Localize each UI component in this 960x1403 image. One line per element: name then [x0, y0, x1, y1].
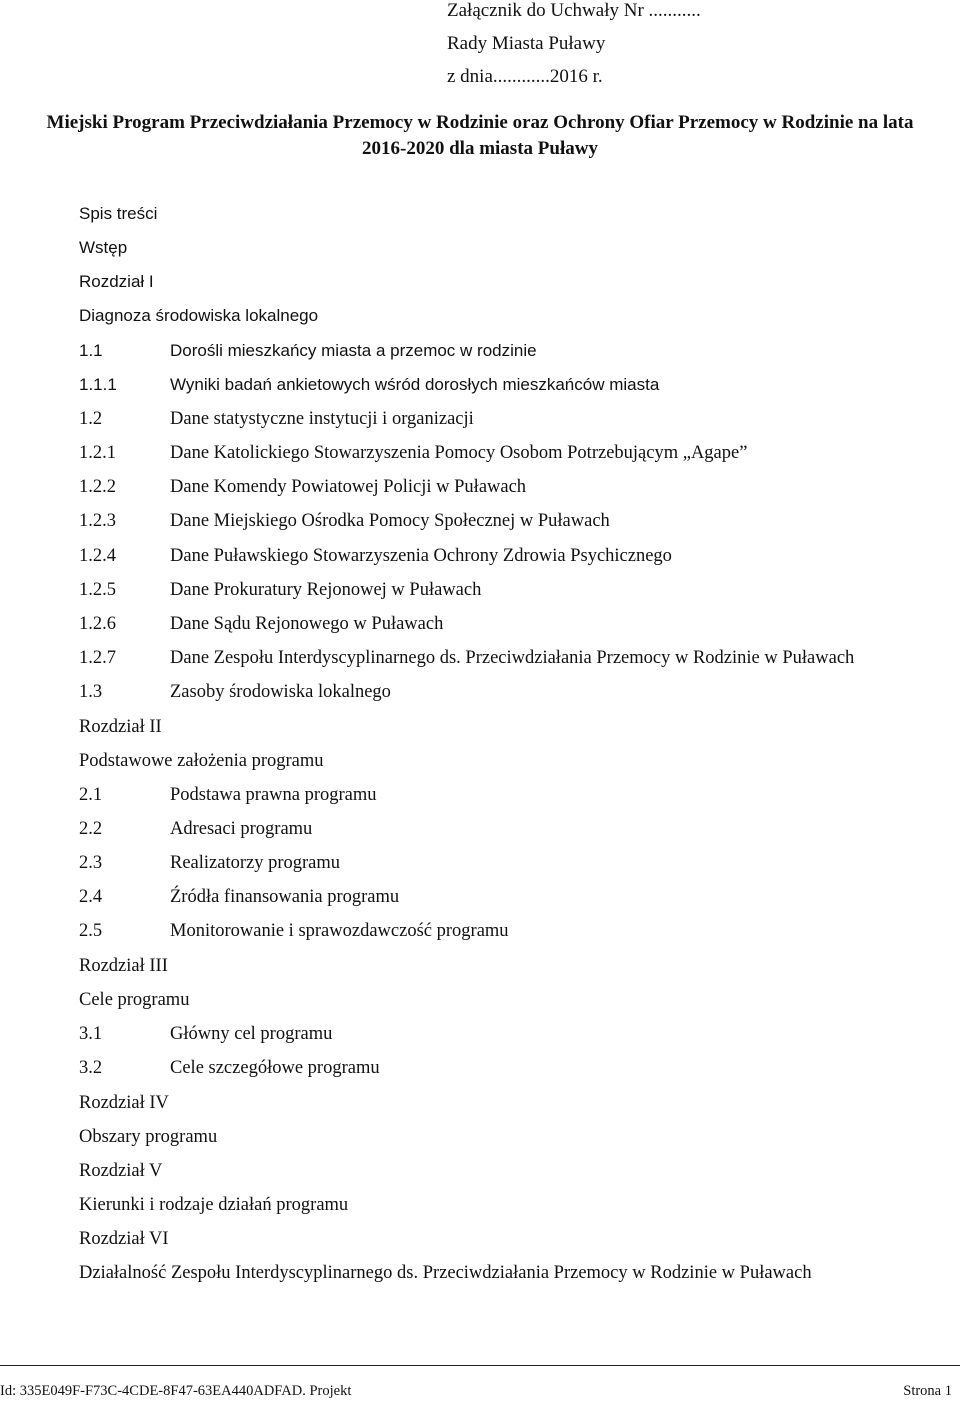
toc-entry: [79, 510, 610, 532]
toc-entry-number: 2.5: [79, 921, 103, 941]
toc-entry: [79, 476, 526, 498]
toc-entry-number: 2.4: [79, 887, 103, 907]
toc-entry: [79, 681, 391, 703]
toc-heading: Spis treści: [79, 204, 158, 223]
toc-entry-text: Dorośli mieszkańcy miasta a przemoc w rodzinie: [170, 341, 537, 360]
document-id: Id: 335E049F-F73C-4CDE-8F47-63EA440ADFAD. Projekt: [0, 1383, 352, 1399]
toc-entry-text: Dane Puławskiego Stowarzyszenia Ochrony Zdrowia Psychicznego: [170, 546, 672, 566]
toc-entry: [79, 647, 854, 669]
toc-entry-number: 2.3: [79, 853, 103, 873]
toc-entry-number: 1.1.1: [79, 375, 117, 394]
toc-entry-number: 1.2.6: [79, 614, 116, 634]
toc-entry-text: Dane Sądu Rejonowego w Puławach: [170, 614, 444, 634]
toc-entry-text: Diagnoza środowiska lokalnego: [79, 306, 319, 325]
toc-entry-number: 1.2.4: [79, 546, 116, 566]
toc-entry-text: Wstęp: [79, 238, 128, 257]
toc-entry: [79, 545, 672, 567]
toc-entry-text: Podstawowe założenia programu: [79, 751, 324, 771]
toc-entry: [79, 1092, 169, 1114]
document-title-line-1: Miejski Program Przeciwdziałania Przemocy w Rodzinie oraz Ochrony Ofiar Przemocy w Rodzinie na lata: [46, 112, 914, 133]
toc-entry: [79, 750, 324, 772]
footer-divider: [0, 1365, 960, 1366]
toc-entry-number: 1.2: [79, 409, 103, 429]
toc-entry-number: 1.1: [79, 341, 103, 360]
toc-entry-text: Rozdział V: [79, 1161, 163, 1181]
toc-entry-text: Adresaci programu: [170, 819, 313, 839]
toc-entry: [79, 1126, 217, 1148]
toc-entry: [79, 989, 189, 1011]
toc-entry: [79, 1262, 812, 1284]
toc-entry-text: Cele programu: [79, 990, 190, 1010]
toc-entry-number: 1.3: [79, 682, 103, 702]
toc-entry-text: Źródła finansowania programu: [170, 887, 400, 907]
toc-entry-text: Dane Komendy Powiatowej Policji w Puławach: [170, 477, 527, 497]
toc-entry-text: Zasoby środowiska lokalnego: [170, 682, 391, 702]
toc-entry-text: Działalność Zespołu Interdyscyplinarnego ds. Przeciwdziałania Przemocy w Rodzinie w Puławach: [79, 1263, 812, 1283]
toc-entry: [79, 886, 399, 908]
toc-entry: [79, 408, 474, 430]
toc-entry: [79, 920, 509, 942]
toc-entry-text: Realizatorzy programu: [170, 853, 341, 873]
toc-entry: [79, 305, 318, 327]
toc-entry: [79, 1057, 380, 1079]
toc-entry-text: Dane Zespołu Interdyscyplinarnego ds. Przeciwdziałania Przemocy w Rodzinie w Puławach: [170, 648, 855, 668]
toc-entry-text: Rozdział II: [79, 717, 162, 737]
toc-entry: [79, 1023, 332, 1045]
toc-entry: [79, 1160, 162, 1182]
toc-entry-text: Wyniki badań ankietowych wśród dorosłych mieszkańców miasta: [170, 375, 660, 394]
toc-entry: [79, 716, 162, 738]
toc-entry: [79, 579, 481, 601]
toc-entry-text: Monitorowanie i sprawozdawczość programu: [170, 921, 509, 941]
toc-entry: [79, 271, 154, 293]
toc-entry: [79, 613, 443, 635]
toc-entry: [79, 374, 659, 396]
attachment-line: Załącznik do Uchwały Nr ...........: [447, 0, 701, 21]
page-number: Strona 1: [903, 1383, 952, 1399]
toc-entry: [79, 1194, 348, 1216]
document-title-line-2: 2016-2020 dla miasta Puławy: [362, 138, 598, 159]
toc-entry: [79, 852, 340, 874]
toc-entry-text: Rozdział I: [79, 272, 154, 291]
toc-entry-number: 3.1: [79, 1024, 103, 1044]
date-line: z dnia............2016 r.: [447, 66, 603, 87]
toc-entry-text: Obszary programu: [79, 1127, 218, 1147]
toc-entry: [79, 442, 747, 464]
toc-entry-text: Rozdział III: [79, 956, 168, 976]
toc-entry-number: 1.2.1: [79, 443, 116, 463]
council-line: Rady Miasta Puławy: [447, 33, 606, 54]
toc-entry-text: Dane Prokuratury Rejonowej w Puławach: [170, 580, 482, 600]
toc-entry-number: 2.1: [79, 785, 103, 805]
toc-entry-text: Cele szczegółowe programu: [170, 1058, 380, 1078]
toc-entry: [79, 237, 127, 259]
toc-entry-number: 3.2: [79, 1058, 103, 1078]
toc-entry-text: Kierunki i rodzaje działań programu: [79, 1195, 349, 1215]
toc-entry-number: 1.2.5: [79, 580, 116, 600]
toc-entry-number: 2.2: [79, 819, 103, 839]
toc-entry-number: 1.2.2: [79, 477, 116, 497]
toc-entry-text: Podstawa prawna programu: [170, 785, 377, 805]
toc-entry-text: Dane Miejskiego Ośrodka Pomocy Społecznej w Puławach: [170, 511, 610, 531]
toc-entry: [79, 784, 377, 806]
toc-entry: [79, 340, 537, 362]
toc-entry: [79, 818, 312, 840]
toc-entry-number: 1.2.3: [79, 511, 116, 531]
toc-entry-text: Dane statystyczne instytucji i organizacji: [170, 409, 474, 429]
toc-entry-number: 1.2.7: [79, 648, 116, 668]
toc-entry: [79, 1228, 169, 1250]
toc-entry-text: Rozdział IV: [79, 1093, 169, 1113]
toc-entry-text: Rozdział VI: [79, 1229, 169, 1249]
toc-entry-text: Dane Katolickiego Stowarzyszenia Pomocy Osobom Potrzebującym „Agape”: [170, 443, 748, 463]
toc-entry-text: Główny cel programu: [170, 1024, 333, 1044]
toc-entry: [79, 955, 168, 977]
